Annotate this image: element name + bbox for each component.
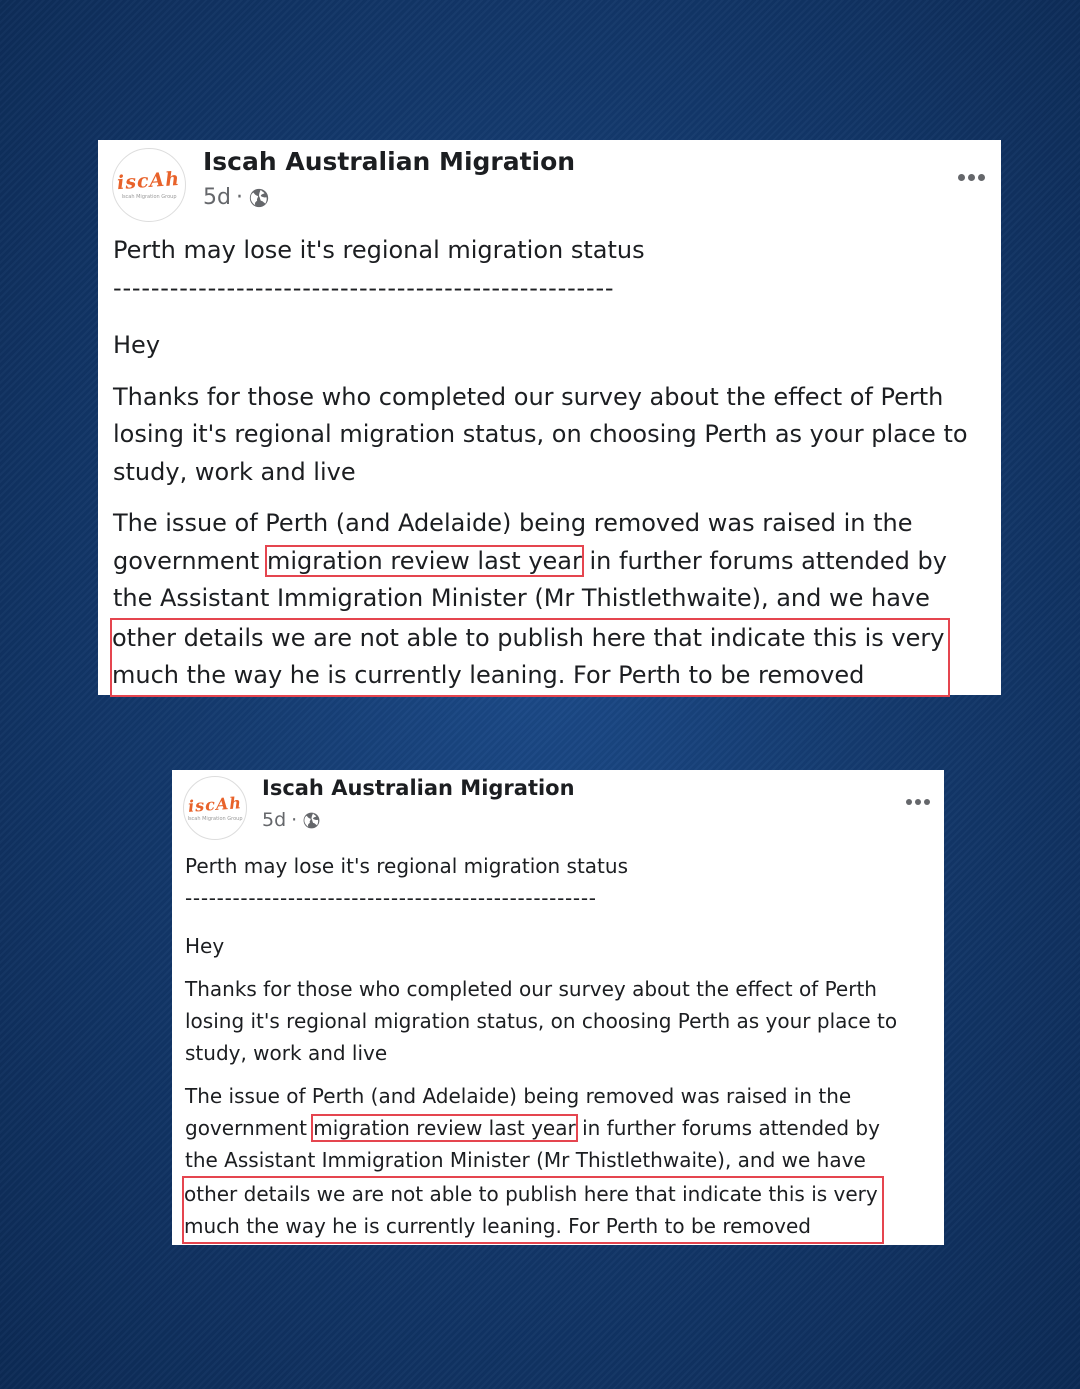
post-greeting: Hey [185, 934, 225, 958]
facebook-post-card [98, 140, 1001, 695]
author-name[interactable]: Iscah Australian Migration [203, 147, 576, 176]
paragraph-line: study, work and live [113, 457, 356, 486]
paragraph-line: the Assistant Immigration Minister (Mr Thistlethwaite), and we have [113, 584, 930, 612]
text-segment: government [185, 1116, 314, 1140]
logo-text: iscAh [116, 167, 182, 195]
post-time[interactable]: 5d [262, 809, 287, 831]
paragraph-line: Thanks for those who completed our survey about the effect of Perth [185, 977, 877, 1001]
post-meta [203, 185, 270, 210]
post-time[interactable]: 5d [203, 185, 231, 210]
logo-text: iscAh [187, 792, 243, 816]
post-title: Perth may lose it's regional migration status [113, 236, 645, 264]
iscah-logo-avatar[interactable] [112, 148, 186, 222]
highlight-box [182, 1176, 884, 1244]
paragraph-line: the Assistant Immigration Minister (Mr Thistlethwaite), and we have [185, 1148, 866, 1172]
logo-subtext: Iscah Migration Group [121, 194, 177, 200]
text-segment: government [113, 546, 267, 575]
post-divider: ----------------------------------------------------- [113, 273, 615, 302]
paragraph-line: The issue of Perth (and Adelaide) being removed was raised in the [185, 1084, 852, 1108]
more-options-icon[interactable] [958, 174, 985, 181]
post-content [113, 232, 968, 697]
highlight-box [110, 618, 950, 697]
paragraph-line: study, work and live [185, 1041, 388, 1065]
paragraph-line [113, 543, 968, 581]
highlighted-line: other details we are not able to publish here that indicate this is very [112, 623, 945, 652]
paragraph-line: Thanks for those who completed our survey about the effect of Perth [113, 382, 944, 411]
meta-separator: · [235, 185, 243, 210]
iscah-logo-avatar[interactable] [183, 776, 247, 840]
post-divider: ---------------------------------------------------- [185, 886, 597, 910]
highlighted-line: much the way he is currently leaning. For Perth to be removed [184, 1214, 811, 1238]
highlighted-line: much the way he is currently leaning. For Perth to be removed [112, 661, 865, 689]
post-content [185, 850, 897, 1244]
highlighted-line: other details we are not able to publish here that indicate this is very [184, 1182, 878, 1206]
highlighted-phrase: migration review last year [313, 1116, 576, 1140]
post-title: Perth may lose it's regional migration status [185, 854, 628, 878]
globe-icon [302, 811, 321, 830]
logo-subtext: Iscah Migration Group [187, 815, 243, 822]
paragraph-line: losing it's regional migration status, on choosing Perth as your place to [185, 1009, 898, 1033]
highlighted-phrase: migration review last year [266, 546, 582, 575]
post-greeting: Hey [113, 331, 161, 359]
post-meta [262, 809, 321, 831]
author-name[interactable]: Iscah Australian Migration [262, 776, 575, 800]
more-options-icon[interactable] [906, 799, 930, 805]
facebook-post-card [172, 770, 944, 1245]
text-segment: in further forums attended by [575, 1116, 880, 1140]
paragraph-line: losing it's regional migration status, on choosing Perth as your place to [113, 420, 968, 448]
meta-separator: · [291, 809, 298, 831]
paragraph-line [185, 1112, 897, 1144]
globe-icon [248, 187, 270, 209]
text-segment: in further forums attended by [581, 546, 947, 575]
paragraph-line: The issue of Perth (and Adelaide) being removed was raised in the [113, 509, 913, 537]
